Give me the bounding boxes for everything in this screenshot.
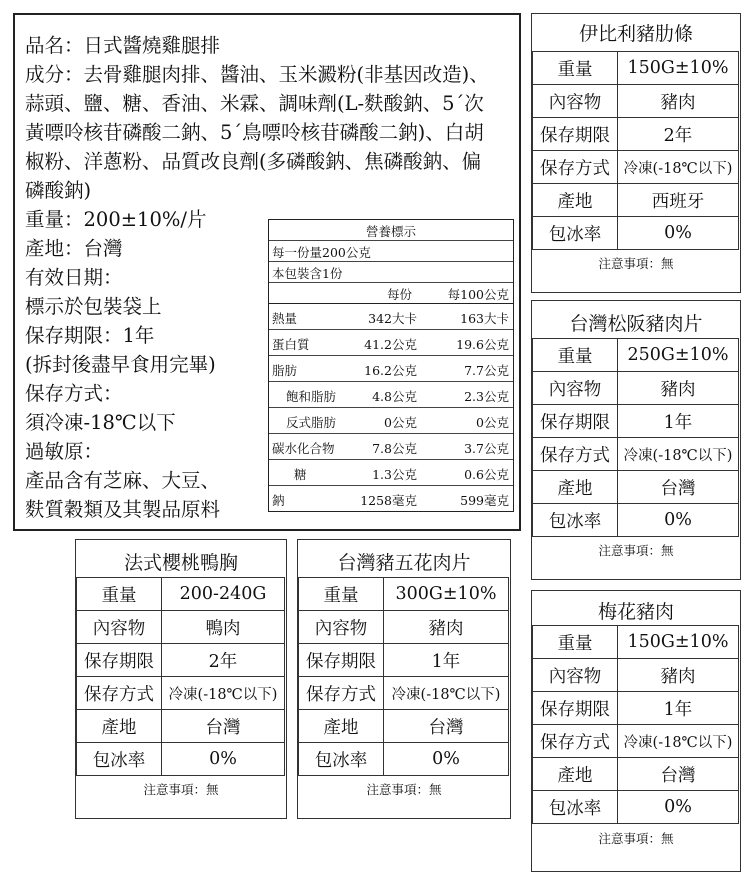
spec-label: 保存期限 — [299, 644, 384, 677]
spec-row-glaze — [299, 743, 509, 776]
spec-label: 內容物 — [299, 611, 384, 644]
ingredients-line: 椒粉、洋蔥粉、品質改良劑(多磷酸鈉、焦磷酸鈉、偏 — [25, 150, 482, 173]
spec-value: 冷凍(-18℃以下) — [162, 677, 285, 710]
spec-value: 鴨肉 — [162, 611, 285, 644]
spec-label: 保存方式 — [299, 677, 384, 710]
spec-label: 保存方式 — [533, 725, 618, 758]
product-name: 品名：日式醬燒雞腿排 — [25, 34, 221, 57]
nutrition-row — [269, 356, 513, 382]
card-note: 注意事項：無 — [366, 782, 442, 797]
nutrient-per-serving: 16.2公克 — [364, 363, 417, 378]
nutrition-row — [269, 460, 513, 486]
spec-value: 西班牙 — [618, 184, 739, 217]
product-label-main — [13, 13, 521, 531]
storage-label: 保存方式： — [25, 382, 123, 405]
spec-value: 1年 — [384, 644, 509, 677]
col-header-per-serving: 每份 — [387, 287, 413, 302]
servings-per-pack: 本包裝含1份 — [272, 266, 343, 281]
ingredients-line: 成分：去骨雞腿肉排、醬油、玉米澱粉(非基因改造)、 — [25, 63, 489, 86]
spec-label: 保存期限 — [533, 118, 618, 151]
col-header-per-100g: 每100公克 — [447, 287, 509, 302]
spec-label: 重量 — [77, 578, 162, 611]
nutrient-name: 糖 — [294, 467, 307, 482]
spec-row-content — [299, 611, 509, 644]
nutrient-per-100g: 7.7公克 — [464, 363, 509, 378]
spec-label: 保存方式 — [77, 677, 162, 710]
nutrient-name: 鈉 — [272, 493, 285, 508]
spec-row-shelf — [533, 405, 739, 438]
spec-label: 保存期限 — [533, 405, 618, 438]
spec-row-glaze — [77, 743, 285, 776]
spec-row-content — [533, 85, 739, 118]
card-note: 注意事項：無 — [598, 831, 674, 846]
spec-value: 0% — [618, 217, 739, 250]
spec-value: 2年 — [162, 644, 285, 677]
spec-row-glaze — [533, 504, 739, 537]
allergen-line: 產品含有芝麻、大豆、 — [25, 469, 221, 492]
spec-label: 保存期限 — [533, 692, 618, 725]
spec-value: 台灣 — [384, 710, 509, 743]
nutrient-name: 反式脂肪 — [286, 415, 337, 430]
spec-value: 2年 — [618, 118, 739, 151]
spec-label: 包冰率 — [77, 743, 162, 776]
nutrient-name: 飽和脂肪 — [286, 389, 337, 404]
spec-label: 包冰率 — [533, 217, 618, 250]
spec-row-content — [533, 659, 739, 692]
spec-value: 冷凍(-18℃以下) — [618, 725, 739, 758]
spec-label: 內容物 — [533, 372, 618, 405]
spec-row-shelf — [533, 118, 739, 151]
nutrition-row — [269, 304, 513, 330]
nutrition-row — [269, 408, 513, 434]
spec-value: 1年 — [618, 405, 739, 438]
nutrient-per-serving: 7.8公克 — [372, 441, 417, 456]
spec-label: 產地 — [533, 471, 618, 504]
spec-value: 150G±10% — [618, 626, 739, 659]
spec-value: 冷凍(-18℃以下) — [384, 677, 509, 710]
spec-label: 包冰率 — [533, 504, 618, 537]
spec-row-storage — [533, 151, 739, 184]
nutrient-per-100g: 0公克 — [476, 415, 509, 430]
spec-label: 重量 — [299, 578, 384, 611]
spec-label: 內容物 — [77, 611, 162, 644]
spec-value: 台灣 — [162, 710, 285, 743]
spec-label: 保存方式 — [533, 151, 618, 184]
spec-value: 豬肉 — [384, 611, 509, 644]
spec-row-glaze — [533, 791, 739, 824]
spec-value: 300G±10% — [384, 578, 509, 611]
nutrient-name: 碳水化合物 — [272, 441, 335, 456]
spec-label: 保存期限 — [77, 644, 162, 677]
nutrient-name: 脂肪 — [272, 363, 298, 378]
spec-label: 包冰率 — [533, 791, 618, 824]
nutrition-title: 營養標示 — [365, 224, 416, 239]
card-pork-jowl — [531, 300, 741, 580]
spec-value: 0% — [384, 743, 509, 776]
nutrient-per-100g: 2.3公克 — [464, 389, 509, 404]
spec-row-weight — [533, 626, 739, 659]
card-pork-belly — [297, 539, 511, 819]
spec-row-shelf — [533, 692, 739, 725]
nutrient-per-100g: 599毫克 — [460, 493, 509, 508]
card-title: 法式櫻桃鴨胸 — [123, 552, 238, 574]
spec-value: 0% — [162, 743, 285, 776]
expiry-label: 有效日期： — [25, 266, 123, 289]
ingredients-line: 黃嘌呤核苷磷酸二鈉、5´鳥嘌呤核苷磷酸二鈉)、白胡 — [25, 121, 484, 144]
spec-row-weight — [299, 578, 509, 611]
allergen-label: 過敏原： — [25, 440, 104, 463]
spec-value: 1年 — [618, 692, 739, 725]
nutrition-row — [269, 382, 513, 408]
spec-label: 保存方式 — [533, 438, 618, 471]
spec-label: 重量 — [533, 52, 618, 85]
card-duck-breast — [75, 539, 287, 819]
nutrient-per-100g: 3.7公克 — [464, 441, 509, 456]
spec-label: 產地 — [77, 710, 162, 743]
serving-size: 每一份量200公克 — [272, 245, 371, 260]
nutrient-per-serving: 1258毫克 — [360, 493, 417, 508]
spec-row-origin — [77, 710, 285, 743]
spec-value: 250G±10% — [618, 339, 739, 372]
nutrient-name: 蛋白質 — [272, 337, 310, 352]
spec-row-storage — [299, 677, 509, 710]
spec-value: 冷凍(-18℃以下) — [618, 151, 739, 184]
spec-value: 0% — [618, 791, 739, 824]
origin-line: 產地：台灣 — [25, 237, 123, 260]
nutrient-per-100g: 0.6公克 — [464, 467, 509, 482]
spec-label: 重量 — [533, 626, 618, 659]
spec-value: 冷凍(-18℃以下) — [618, 438, 739, 471]
nutrient-per-serving: 1.3公克 — [372, 467, 417, 482]
spec-value: 200-240G — [162, 578, 285, 611]
nutrient-per-serving: 4.8公克 — [372, 389, 417, 404]
allergen-line: 麩質穀類及其製品原料 — [25, 498, 221, 521]
spec-row-shelf — [299, 644, 509, 677]
spec-label: 內容物 — [533, 659, 618, 692]
card-note: 注意事項：無 — [598, 543, 674, 558]
card-pork-shoulder — [531, 590, 741, 872]
spec-row-content — [533, 372, 739, 405]
card-note: 注意事項：無 — [598, 256, 674, 271]
spec-row-origin — [533, 184, 739, 217]
shelf-life-line: 保存期限：1年 — [25, 324, 155, 347]
spec-value: 150G±10% — [618, 52, 739, 85]
spec-row-storage — [533, 438, 739, 471]
spec-value: 豬肉 — [618, 659, 739, 692]
spec-row-weight — [77, 578, 285, 611]
spec-label: 產地 — [533, 184, 618, 217]
spec-row-storage — [533, 725, 739, 758]
ingredients-line: 磷酸鈉) — [25, 179, 92, 202]
card-title: 台灣豬五花肉片 — [337, 552, 471, 574]
nutrient-per-serving: 0公克 — [384, 415, 417, 430]
spec-label: 重量 — [533, 339, 618, 372]
nutrient-per-serving: 342大卡 — [368, 311, 417, 326]
spec-row-shelf — [77, 644, 285, 677]
shelf-life-note: (拆封後盡早食用完畢) — [25, 353, 216, 376]
weight-line: 重量：200±10%/片 — [25, 208, 207, 231]
spec-row-origin — [299, 710, 509, 743]
nutrient-per-100g: 19.6公克 — [456, 337, 509, 352]
spec-row-weight — [533, 339, 739, 372]
nutrition-row — [269, 486, 513, 512]
nutrition-row — [269, 434, 513, 460]
spec-label: 內容物 — [533, 85, 618, 118]
card-title: 梅花豬肉 — [597, 601, 674, 623]
spec-value: 0% — [618, 504, 739, 537]
nutrition-table — [268, 219, 514, 512]
spec-label: 包冰率 — [299, 743, 384, 776]
expiry-value: 標示於包裝袋上 — [25, 295, 162, 318]
card-iberico-ribs — [531, 13, 741, 293]
card-note: 注意事項：無 — [143, 782, 219, 797]
storage-value: 須冷凍-18℃以下 — [25, 411, 176, 434]
spec-label: 產地 — [299, 710, 384, 743]
nutrient-per-100g: 163大卡 — [460, 311, 509, 326]
spec-row-origin — [533, 471, 739, 504]
spec-value: 豬肉 — [618, 85, 739, 118]
spec-value: 台灣 — [618, 758, 739, 791]
spec-row-storage — [77, 677, 285, 710]
spec-value: 豬肉 — [618, 372, 739, 405]
spec-row-content — [77, 611, 285, 644]
nutrition-row — [269, 330, 513, 356]
ingredients-line: 蒜頭、鹽、糖、香油、米霖、調味劑(L-麩酸鈉、5´次 — [25, 92, 484, 115]
nutrient-per-serving: 41.2公克 — [364, 337, 417, 352]
nutrient-name: 熱量 — [272, 311, 298, 326]
card-title: 伊比利豬肋條 — [578, 23, 693, 45]
spec-row-origin — [533, 758, 739, 791]
spec-row-weight — [533, 52, 739, 85]
spec-row-glaze — [533, 217, 739, 250]
card-title: 台灣松阪豬肉片 — [569, 313, 703, 335]
spec-label: 產地 — [533, 758, 618, 791]
spec-value: 台灣 — [618, 471, 739, 504]
